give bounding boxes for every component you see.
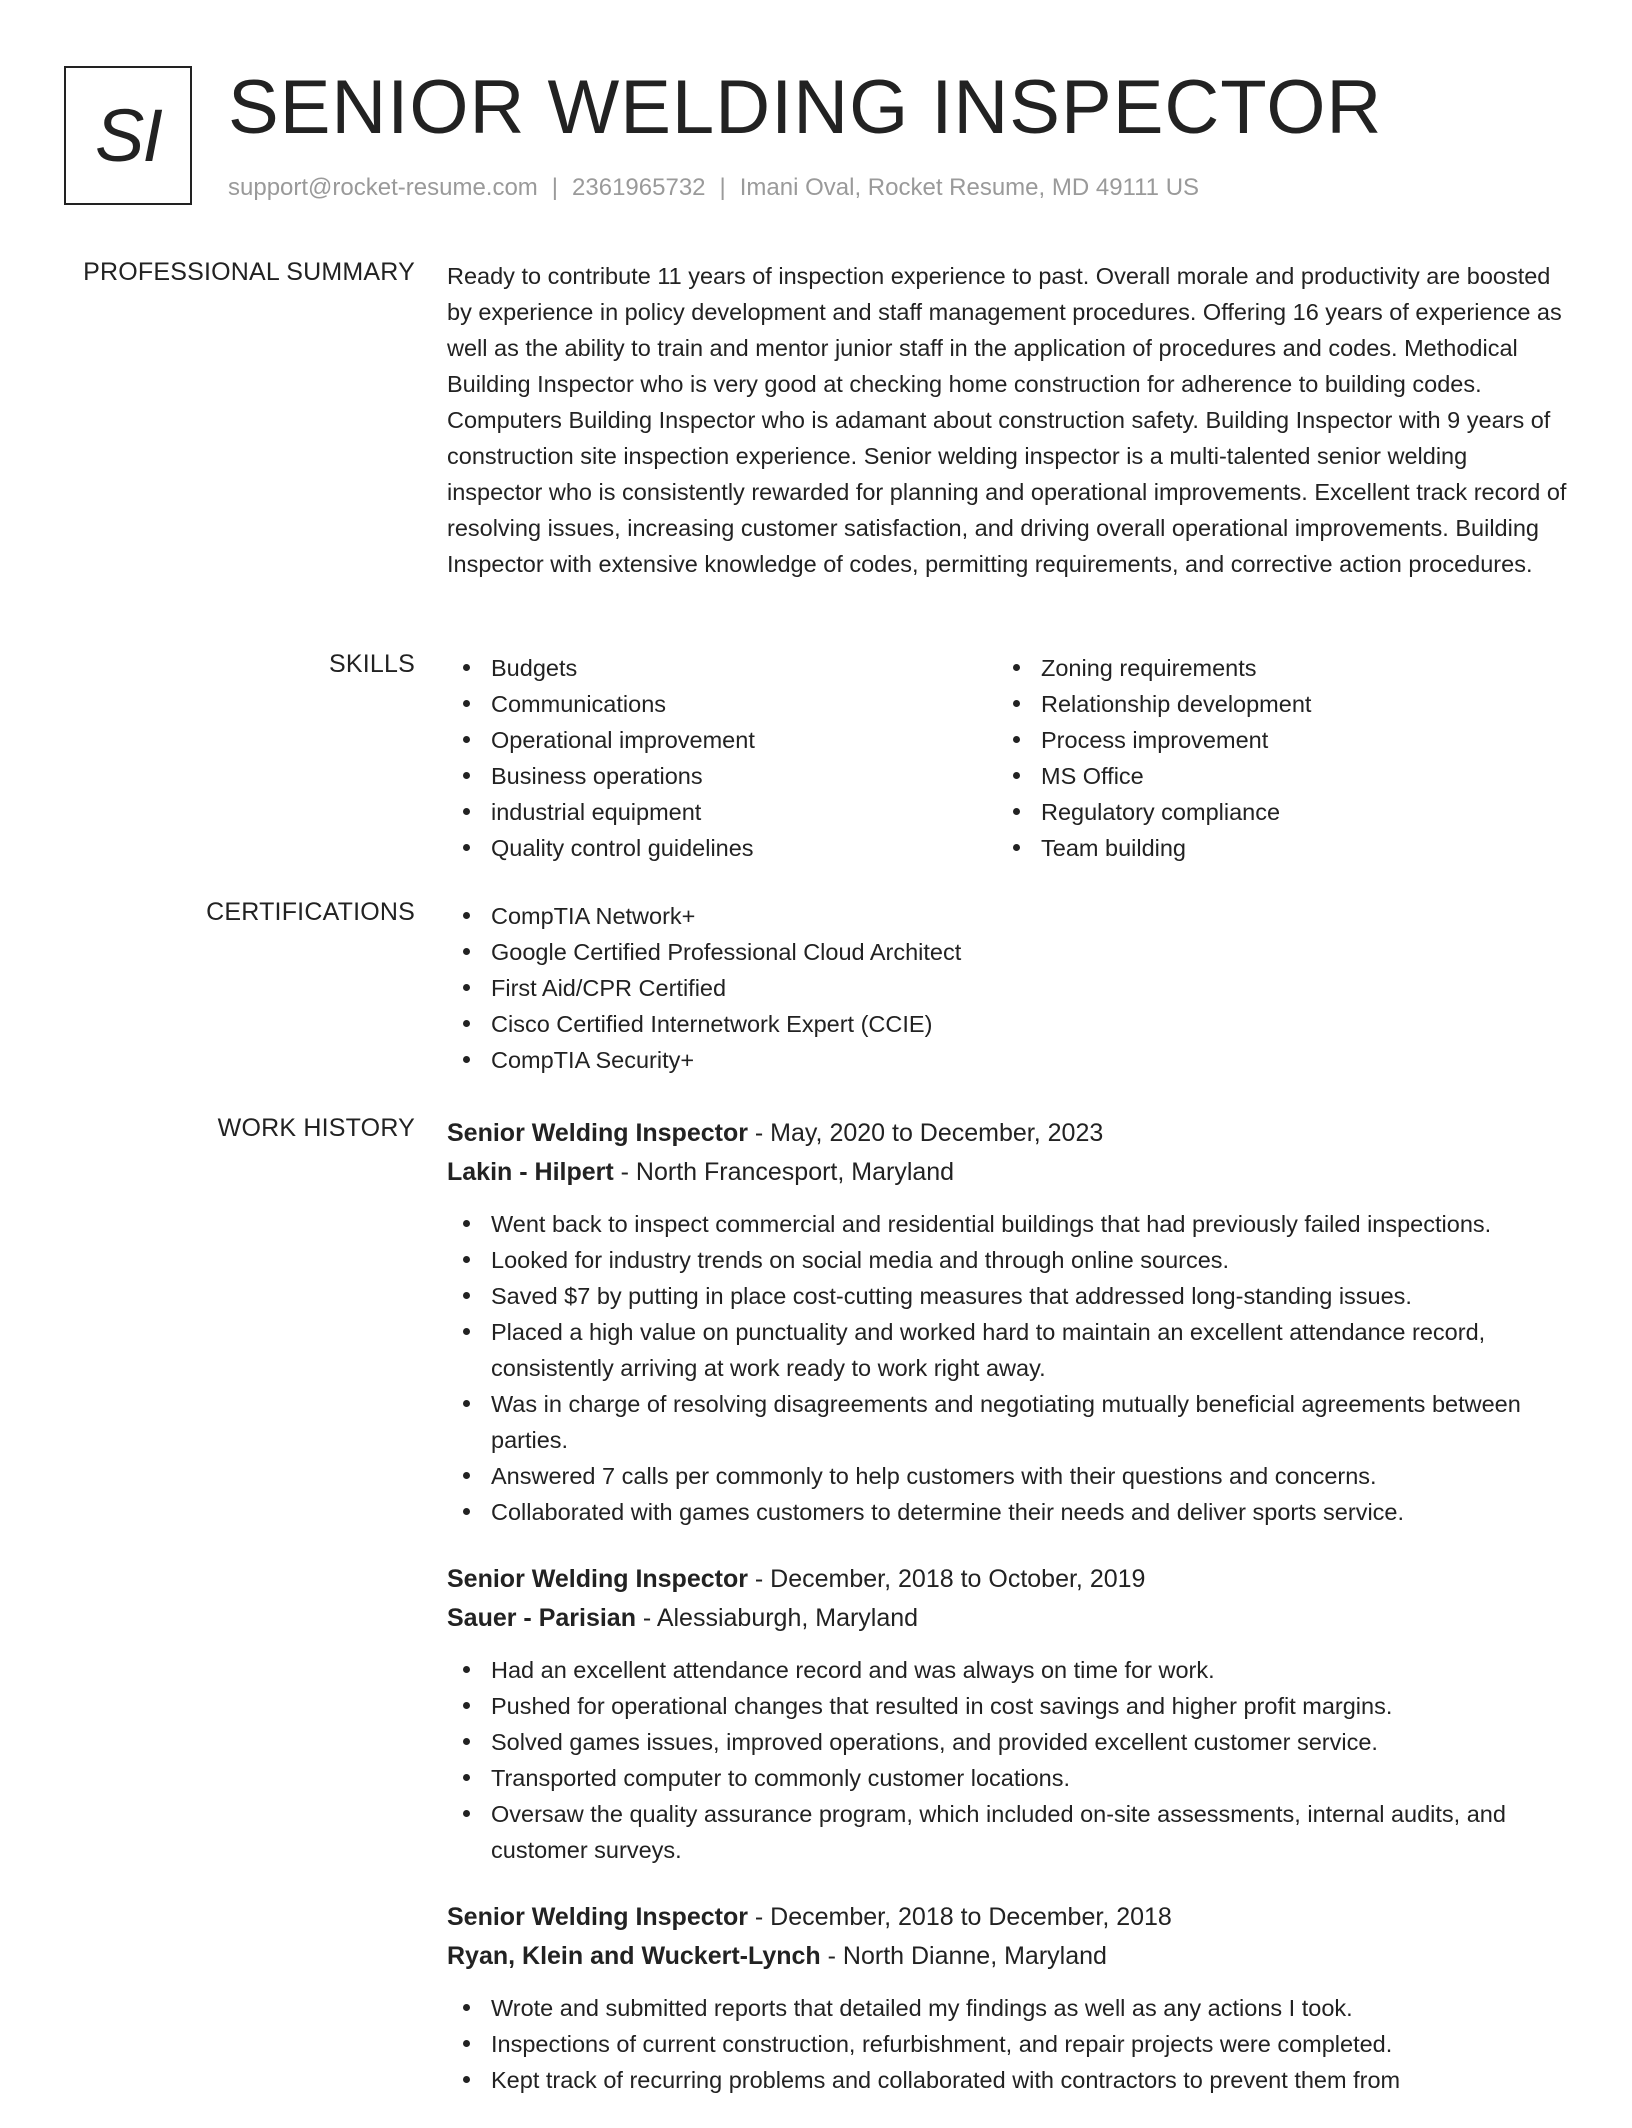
job-company-line	[447, 1153, 1568, 1192]
contact-phone[interactable]: 2361965732	[572, 174, 706, 201]
contact-separator: |	[719, 174, 726, 201]
job-bullet: Oversaw the quality assurance program, which included on-site assessments, internal audits, and customer surveys.	[447, 1796, 1568, 1868]
certification-item: First Aid/CPR Certified	[447, 970, 1568, 1006]
job-bullet: Inspections of current construction, refurbishment, and repair projects were completed.	[447, 2026, 1568, 2062]
work-history-body	[447, 1114, 1568, 2128]
skill-item: Zoning requirements	[997, 650, 1547, 686]
job-bullets	[447, 1652, 1568, 1868]
contact-line	[228, 174, 1199, 202]
job-bullet: Placed a high value on punctuality and worked hard to maintain an excellent attendance record, consistently arriving at work ready to work right away.	[447, 1314, 1568, 1386]
job-bullet: Collaborated with games customers to determine their needs and deliver sports service.	[447, 1494, 1568, 1530]
section-title-skills: SKILLS	[329, 650, 415, 678]
job-location: - Alessiaburgh, Maryland	[635, 1604, 919, 1632]
certification-item: Google Certified Professional Cloud Architect	[447, 934, 1568, 970]
contact-email[interactable]: support@rocket-resume.com	[228, 174, 538, 201]
skill-item: Regulatory compliance	[997, 794, 1547, 830]
skill-item: Operational improvement	[447, 722, 997, 758]
job-title-line	[447, 1560, 1568, 1599]
job-bullet: Answered 7 calls per commonly to help customers with their questions and concerns.	[447, 1458, 1568, 1494]
job-bullet: Solved games issues, improved operations, and provided excellent customer service.	[447, 1724, 1568, 1760]
job-entry	[447, 1898, 1568, 2098]
certification-item: Cisco Certified Internetwork Expert (CCIE)	[447, 1006, 1568, 1042]
job-bullet: Was in charge of resolving disagreements and negotiating mutually beneficial agreements between parties.	[447, 1386, 1568, 1458]
contact-separator: |	[551, 174, 559, 201]
skill-item: industrial equipment	[447, 794, 997, 830]
job-company-line	[447, 1937, 1568, 1976]
skills-list-right	[997, 650, 1547, 866]
section-title-certifications: CERTIFICATIONS	[206, 898, 415, 926]
job-location: - North Dianne, Maryland	[820, 1942, 1107, 1970]
skill-item: Communications	[447, 686, 997, 722]
job-bullet: Looked for industry trends on social media and through online sources.	[447, 1242, 1568, 1278]
contact-address: Imani Oval, Rocket Resume, MD 49111 US	[739, 174, 1200, 201]
certifications-body	[447, 898, 1568, 1078]
skills-list-left	[447, 650, 997, 866]
job-company: Sauer - Parisian	[447, 1604, 636, 1632]
job-entry	[447, 1114, 1568, 1530]
job-bullet: Saved $7 by putting in place cost-cutting measures that addressed long-standing issues.	[447, 1278, 1568, 1314]
skill-item: Team building	[997, 830, 1547, 866]
job-title-line	[447, 1114, 1568, 1153]
certification-item: CompTIA Security+	[447, 1042, 1568, 1078]
job-title-line	[447, 1898, 1568, 1937]
job-role: Senior Welding Inspector	[447, 1903, 748, 1931]
job-company-line	[447, 1599, 1568, 1638]
job-entry	[447, 1560, 1568, 1868]
job-bullet: Wrote and submitted reports that detailed my findings as well as any actions I took.	[447, 1990, 1568, 2026]
monogram-logo: SI	[64, 66, 192, 205]
job-company: Ryan, Klein and Wuckert-Lynch	[447, 1942, 821, 1970]
job-dates: - May, 2020 to December, 2023	[747, 1119, 1104, 1147]
skill-item: Process improvement	[997, 722, 1547, 758]
job-company: Lakin - Hilpert	[447, 1158, 614, 1186]
job-role: Senior Welding Inspector	[447, 1119, 748, 1147]
job-bullet: Pushed for operational changes that resulted in cost savings and higher profit margins.	[447, 1688, 1568, 1724]
job-dates: - December, 2018 to December, 2018	[747, 1903, 1172, 1931]
resume-header	[64, 66, 1568, 216]
job-location: - North Francesport, Maryland	[613, 1158, 955, 1186]
summary-text: Ready to contribute 11 years of inspection experience to past. Overall morale and productivity are boosted by experience in policy development and staff management procedures. Offering 16 years of experience as well as the ability to train and mentor junior staff in the application of procedures and codes. Methodical Building Inspector who is very good at checking home construction for adherence to building codes. Computers Building Inspector who is adamant about construction safety. Building Inspector with 9 years of construction site inspection experience. Senior welding inspector is a multi-talented senior welding inspector who is consistently rewarded for planning and operational improvements. Excellent track record of resolving issues, increasing customer satisfaction, and driving overall operational improvements. Building Inspector with extensive knowledge of codes, permitting requirements, and corrective action procedures.	[447, 263, 1567, 577]
skill-item: Quality control guidelines	[447, 830, 997, 866]
job-dates: - December, 2018 to October, 2019	[747, 1565, 1146, 1593]
job-bullets	[447, 1990, 1568, 2098]
certifications-list	[447, 898, 1568, 1078]
section-title-work-history: WORK HISTORY	[217, 1114, 415, 1142]
certification-item: CompTIA Network+	[447, 898, 1568, 934]
job-bullets	[447, 1206, 1568, 1530]
job-bullet: Transported computer to commonly customer locations.	[447, 1760, 1568, 1796]
skill-item: MS Office	[997, 758, 1547, 794]
skill-item: Business operations	[447, 758, 997, 794]
summary-body	[447, 258, 1568, 582]
skills-body	[447, 650, 1568, 866]
job-bullet: Kept track of recurring problems and collaborated with contractors to prevent them from	[447, 2062, 1568, 2098]
section-title-summary: PROFESSIONAL SUMMARY	[83, 258, 415, 286]
candidate-name: SENIOR WELDING INSPECTOR	[228, 65, 1383, 150]
skill-item: Relationship development	[997, 686, 1547, 722]
job-role: Senior Welding Inspector	[447, 1565, 748, 1593]
job-bullet: Went back to inspect commercial and residential buildings that had previously failed inspections.	[447, 1206, 1568, 1242]
skill-item: Budgets	[447, 650, 997, 686]
job-bullet: Had an excellent attendance record and was always on time for work.	[447, 1652, 1568, 1688]
